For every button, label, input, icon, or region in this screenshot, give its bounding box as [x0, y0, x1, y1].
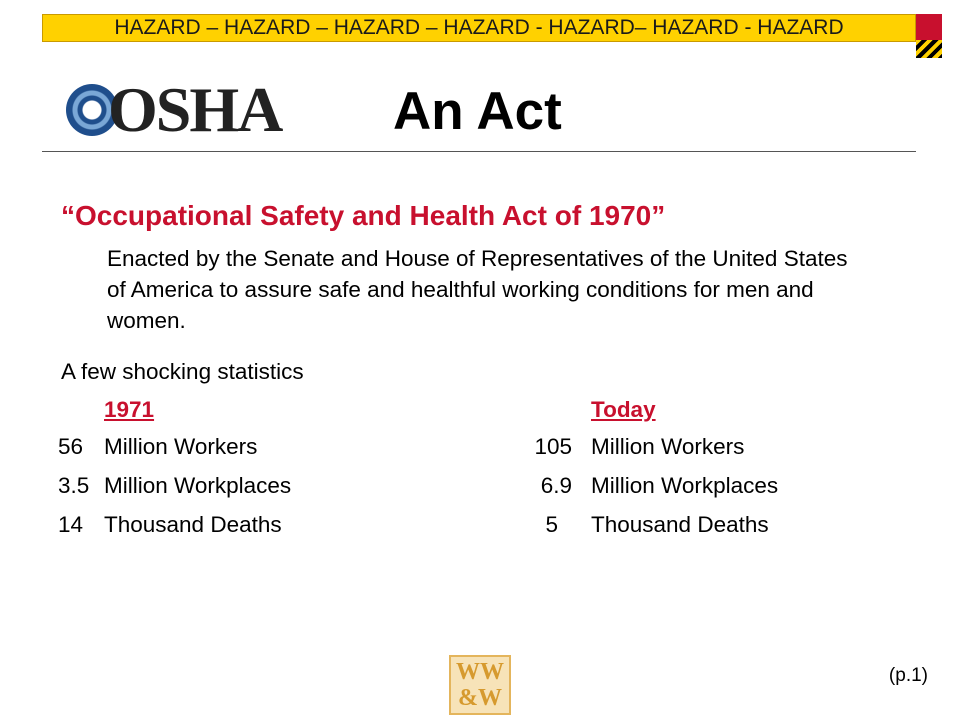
red-square: [916, 14, 942, 40]
stat-1971-label: Million Workplaces: [104, 473, 292, 498]
stat-today-label: Thousand Deaths: [591, 512, 769, 537]
stat-today-number: 6.9: [540, 473, 572, 498]
warning-stripes: [916, 40, 942, 58]
stat-1971-label: Million Workers: [104, 434, 258, 459]
column-header-1971: 1971: [104, 397, 155, 422]
logo-line-1: WW: [456, 659, 504, 685]
ww-and-w-logo: [449, 655, 511, 715]
stat-today-label: Million Workplaces: [591, 473, 779, 498]
act-heading: “Occupational Safety and Health Act of 1970”: [61, 200, 666, 231]
stats-heading: A few shocking statistics: [61, 359, 304, 384]
slide-title: An Act: [393, 82, 562, 141]
logo-line-2: &W: [458, 685, 502, 711]
hazard-banner-text: HAZARD – HAZARD – HAZARD – HAZARD - HAZARD– HAZARD - HAZARD: [114, 16, 844, 39]
stat-today-number: 5: [545, 512, 558, 537]
stat-1971-number: 56: [58, 434, 84, 459]
osha-logo: [66, 74, 282, 145]
hazard-banner: [42, 14, 916, 42]
osha-logo-text: OSHA: [108, 74, 282, 145]
stat-today-label: Million Workers: [591, 434, 745, 459]
column-header-today: Today: [591, 397, 656, 422]
stat-1971-number: 14: [58, 512, 84, 537]
stat-today-number: 105: [534, 434, 572, 459]
stat-1971-number: 3.5: [58, 473, 90, 498]
title-divider: [42, 151, 916, 152]
stat-1971-label: Thousand Deaths: [104, 512, 282, 537]
act-description: Enacted by the Senate and House of Representatives of the United States of America to assure safe and healthful working conditions for men and women.: [107, 246, 848, 333]
hazard-stripe-icon: [916, 14, 942, 58]
page-number: (p.1): [888, 665, 928, 686]
